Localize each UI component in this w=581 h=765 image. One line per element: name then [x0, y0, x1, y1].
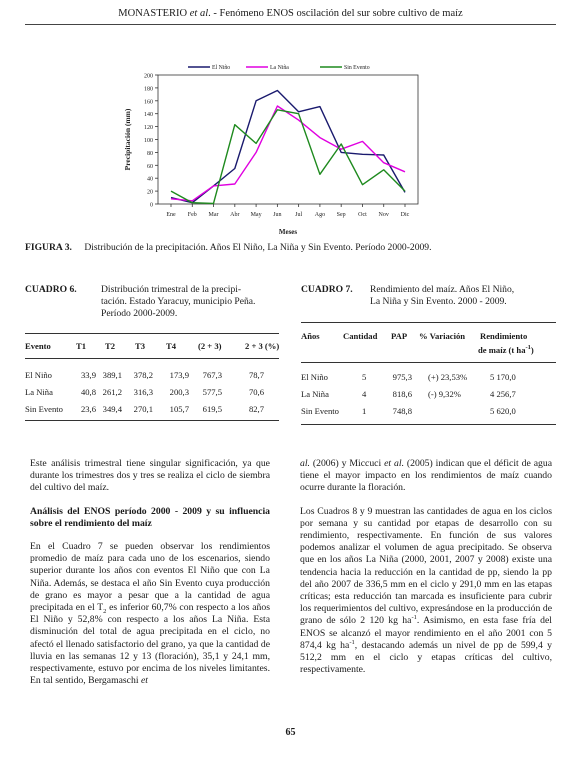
table7-title — [301, 284, 556, 314]
table6-title-line: Período 2000-2009. — [101, 308, 178, 319]
right-column — [300, 458, 552, 676]
table6-cell: 200,3 — [169, 387, 189, 397]
y-tick-label: 0 — [150, 202, 153, 209]
right-p1-text: (2006) y Miccuci — [309, 458, 385, 469]
right-p2-text: Los Cuadros 8 y 9 muestran las cantidades de agua en los ciclos por semana y su cantidad por etapas de desarrollo con su rendimiento, respectivamente. En función de sus valores podemos analizar el volumen de agua precipitado. Se observa que en los años La Niña (2000, 2001, 2007 y 2008) existe una tendencia hacia la reducción en la cantidad de pp, siendo la pp del año 2007 de 336,5 mm en el ciclo y 291,0 mm en las etapas críticas; esta reducción tan marcada es insuficiente para cubrir los requerimientos del cultivo, expresándose en la producción de grano de sólo 2 120 kg ha — [300, 505, 552, 627]
table7-bottom-rule — [301, 424, 556, 425]
x-tick-label: Ene — [166, 212, 176, 218]
table6-header-cell: T1 — [76, 341, 87, 351]
y-tick-label: 120 — [144, 125, 153, 132]
table6-cell: 23,6 — [80, 404, 96, 414]
y-tick-label: 100 — [144, 138, 153, 144]
table6-title-line: tación. Estado Yaracuy, municipio Peña. — [101, 296, 256, 307]
table7-cell: (+) 23,53% — [428, 372, 468, 382]
x-tick-label: Abr — [230, 212, 240, 218]
table6-header-rule — [25, 358, 279, 359]
table6-row-label: El Niño — [25, 370, 52, 380]
table6-cell: 173,9 — [169, 370, 189, 380]
left-column — [30, 458, 270, 687]
table6-title-text — [101, 284, 255, 320]
table6-cell: 767,3 — [202, 370, 222, 380]
right-p2-text-end: , destacando además un nivel de pp de 599,4 y 512,2 mm en el ciclo y etapas críticas del cultivo, respectivamente. — [300, 639, 552, 676]
table7-header-close: ) — [530, 345, 534, 355]
x-tick-label: Feb — [187, 212, 197, 218]
table7-header-cell: Rendimiento — [480, 331, 528, 341]
left-paragraph-2 — [30, 541, 270, 687]
table6-header-cell: Evento — [25, 341, 51, 351]
table6-bottom-rule — [25, 420, 279, 421]
table6-header-cell: (2 + 3) — [198, 341, 222, 351]
table7-row-label: Sin Evento — [301, 406, 339, 416]
x-tick-label: Jul — [295, 212, 303, 218]
table7-header-cell: Años — [301, 331, 320, 341]
table6-cell: 261,2 — [102, 387, 122, 397]
section-heading: Análisis del ENOS período 2000 - 2009 y su influencia sobre el rendimiento del maíz — [30, 505, 270, 529]
figure-caption-text: Distribución de la precipitación. Años El Niño, La Niña y Sin Evento. Período 2000-2009. — [84, 242, 432, 253]
y-tick-label: 200 — [144, 73, 153, 80]
x-tick-label: Dic — [400, 212, 410, 218]
series-line-2 — [171, 106, 405, 201]
table7-header-cell: de maíz (t $ha^{-1}$) — [478, 344, 534, 355]
table7-header-rule — [301, 362, 556, 363]
y-tick-label: 20 — [147, 189, 153, 196]
table7-cell: 4 256,7 — [490, 389, 516, 399]
table6-cell: 40,8 — [80, 387, 96, 397]
table7-cell: 5 620,0 — [490, 406, 516, 416]
table6-cell: 389,1 — [102, 370, 122, 380]
table6-cell: 577,5 — [202, 387, 222, 397]
x-tick-label: Sep — [336, 212, 346, 218]
right-p2-sup: -1 — [349, 638, 355, 646]
table7-title-text — [370, 284, 514, 308]
table6-cell: 270,1 — [133, 404, 153, 414]
right-p2-sup: -1 — [411, 614, 417, 622]
series-line-3 — [171, 110, 405, 204]
left-p2-text: En el Cuadro 7 se pueden observar los rendimientos promedio de maíz para cada uno de los escenarios, siendo superior durante los años con eventos El Niño que con La Niña. Además, se destaca el año Sin Evento cuya producción de grano es mayor a pesar que a la cantidad de agua precipitada en el T — [30, 541, 270, 614]
table6-title — [25, 284, 280, 324]
table7-row-label: La Niña — [301, 389, 329, 399]
table6-header-cell: 2 + 3 (%) — [245, 341, 280, 351]
y-tick-label: 140 — [144, 112, 153, 119]
table6-label: CUADRO 6. — [25, 284, 77, 295]
left-paragraph-1: Este análisis trimestral tiene singular significación, ya que durante los trimestres dos y tres se realiza el ciclo de siembra del cultivo del maíz. — [30, 458, 270, 494]
table7-row-label: El Niño — [301, 372, 328, 382]
table6-cell: 316,3 — [133, 387, 153, 397]
table7-title-line: Rendimiento del maíz. Años El Niño, — [370, 284, 515, 295]
table6-title-line: Distribución trimestral de la precipi- — [101, 284, 242, 295]
right-paragraph-1 — [300, 458, 552, 495]
table6-cell: 33,9 — [80, 370, 96, 380]
x-tick-label: Nov — [378, 212, 389, 218]
table6-top-rule — [25, 333, 279, 334]
table7-cell: 748,8 — [392, 406, 412, 416]
table7-cell: 4 — [362, 389, 367, 399]
precipitation-chart — [0, 0, 581, 240]
y-tick-label: 160 — [144, 99, 153, 106]
legend-label: El Niño — [212, 65, 231, 72]
x-axis-label: Meses — [278, 228, 298, 236]
table7-label: CUADRO 7. — [301, 284, 353, 295]
table6-header-cell: T4 — [166, 341, 177, 351]
legend-label: La Niña — [270, 65, 289, 72]
plot-frame — [158, 75, 418, 204]
right-p1-text-cont: (2005) indican que el déficit de agua tiene el mayor impacto en los rendimientos de maíz cuando ocurre durante la floración. — [300, 458, 553, 494]
y-tick-label: 40 — [147, 176, 153, 183]
table6-cell: 378,2 — [133, 370, 153, 380]
page-number: 65 — [285, 727, 296, 738]
table7-top-rule — [301, 322, 556, 323]
right-p2-text-cont: . Asimismo, en esta fase fría del ENOS se alcanzó el mayor rendimiento en el año 2001 con 5 874,4 kg ha — [300, 615, 552, 651]
table6-header-cell: T3 — [135, 341, 146, 351]
table6-header-cell: T2 — [105, 341, 116, 351]
table7-header-cell: Cantidad — [343, 331, 378, 341]
table6-row-label: Sin Evento — [25, 404, 63, 414]
table6-cell: 82,7 — [248, 404, 264, 414]
table6-cell: 349,4 — [102, 404, 122, 414]
table7-cell: 818,6 — [392, 389, 412, 399]
series-line-1 — [171, 91, 405, 203]
table6-cell: 619,5 — [202, 404, 222, 414]
x-tick-label: May — [250, 212, 262, 218]
table7-cell: 975,3 — [392, 372, 412, 382]
x-tick-label: Mar — [208, 212, 219, 218]
legend-label: Sin Evento — [344, 65, 370, 72]
table6-cell: 78,7 — [248, 370, 264, 380]
x-tick-label: Oct — [358, 212, 367, 218]
table6-row-label: La Niña — [25, 387, 53, 397]
y-axis-label: Precipitación (mm) — [123, 108, 132, 171]
table7-cell: 5 — [362, 372, 367, 382]
left-p2-subscript: 2 — [103, 607, 107, 615]
left-p2-etal: et — [140, 675, 148, 687]
header-title: . - Fenómeno ENOS oscilación del sur sobre cultivo de maíz — [208, 8, 463, 19]
right-p1-al: al. — [300, 458, 310, 469]
right-paragraph-2 — [300, 506, 552, 677]
y-tick-label: 80 — [147, 150, 153, 157]
table7-cell: 1 — [362, 406, 367, 416]
x-tick-label: Ago — [314, 212, 326, 218]
y-tick-label: 180 — [144, 86, 153, 93]
right-p1-etal: et al. — [384, 458, 404, 469]
table6-cell: 105,7 — [169, 404, 189, 414]
table7-header-cell: % Variación — [419, 331, 466, 341]
table7-title-line: La Niña y Sin Evento. 2000 - 2009. — [370, 296, 507, 307]
left-p2-text-cont: es inferior 60,7% con respecto a los años El Niño y 52,8% con respecto a los años La Niña. Esta disminución del total de agua precipitada en el ciclo, no afectó el llenado satisfactorio del grano, ya que la cantidad de lluvia en las semanas 12 y 13 (floración), 35,1 y 24,1 mm, respectivamente, estuvo por encima de los niveles limitantes. En tal sentido, Bergamaschi — [30, 602, 270, 687]
table7-header-cell: PAP — [391, 331, 408, 341]
table7-cell: (-) 9,32% — [428, 389, 461, 399]
figure-label: FIGURA 3. — [25, 242, 72, 253]
figure-caption — [25, 242, 560, 253]
x-tick-label: Jun — [273, 212, 282, 218]
table6-cell: 70,6 — [248, 387, 264, 397]
y-tick-label: 60 — [147, 163, 153, 170]
header-etal: et al — [189, 8, 209, 19]
header-author: MONASTERIO — [118, 8, 188, 19]
table7-header-sup: -1 — [525, 344, 531, 352]
table7-cell: 5 170,0 — [490, 372, 516, 382]
